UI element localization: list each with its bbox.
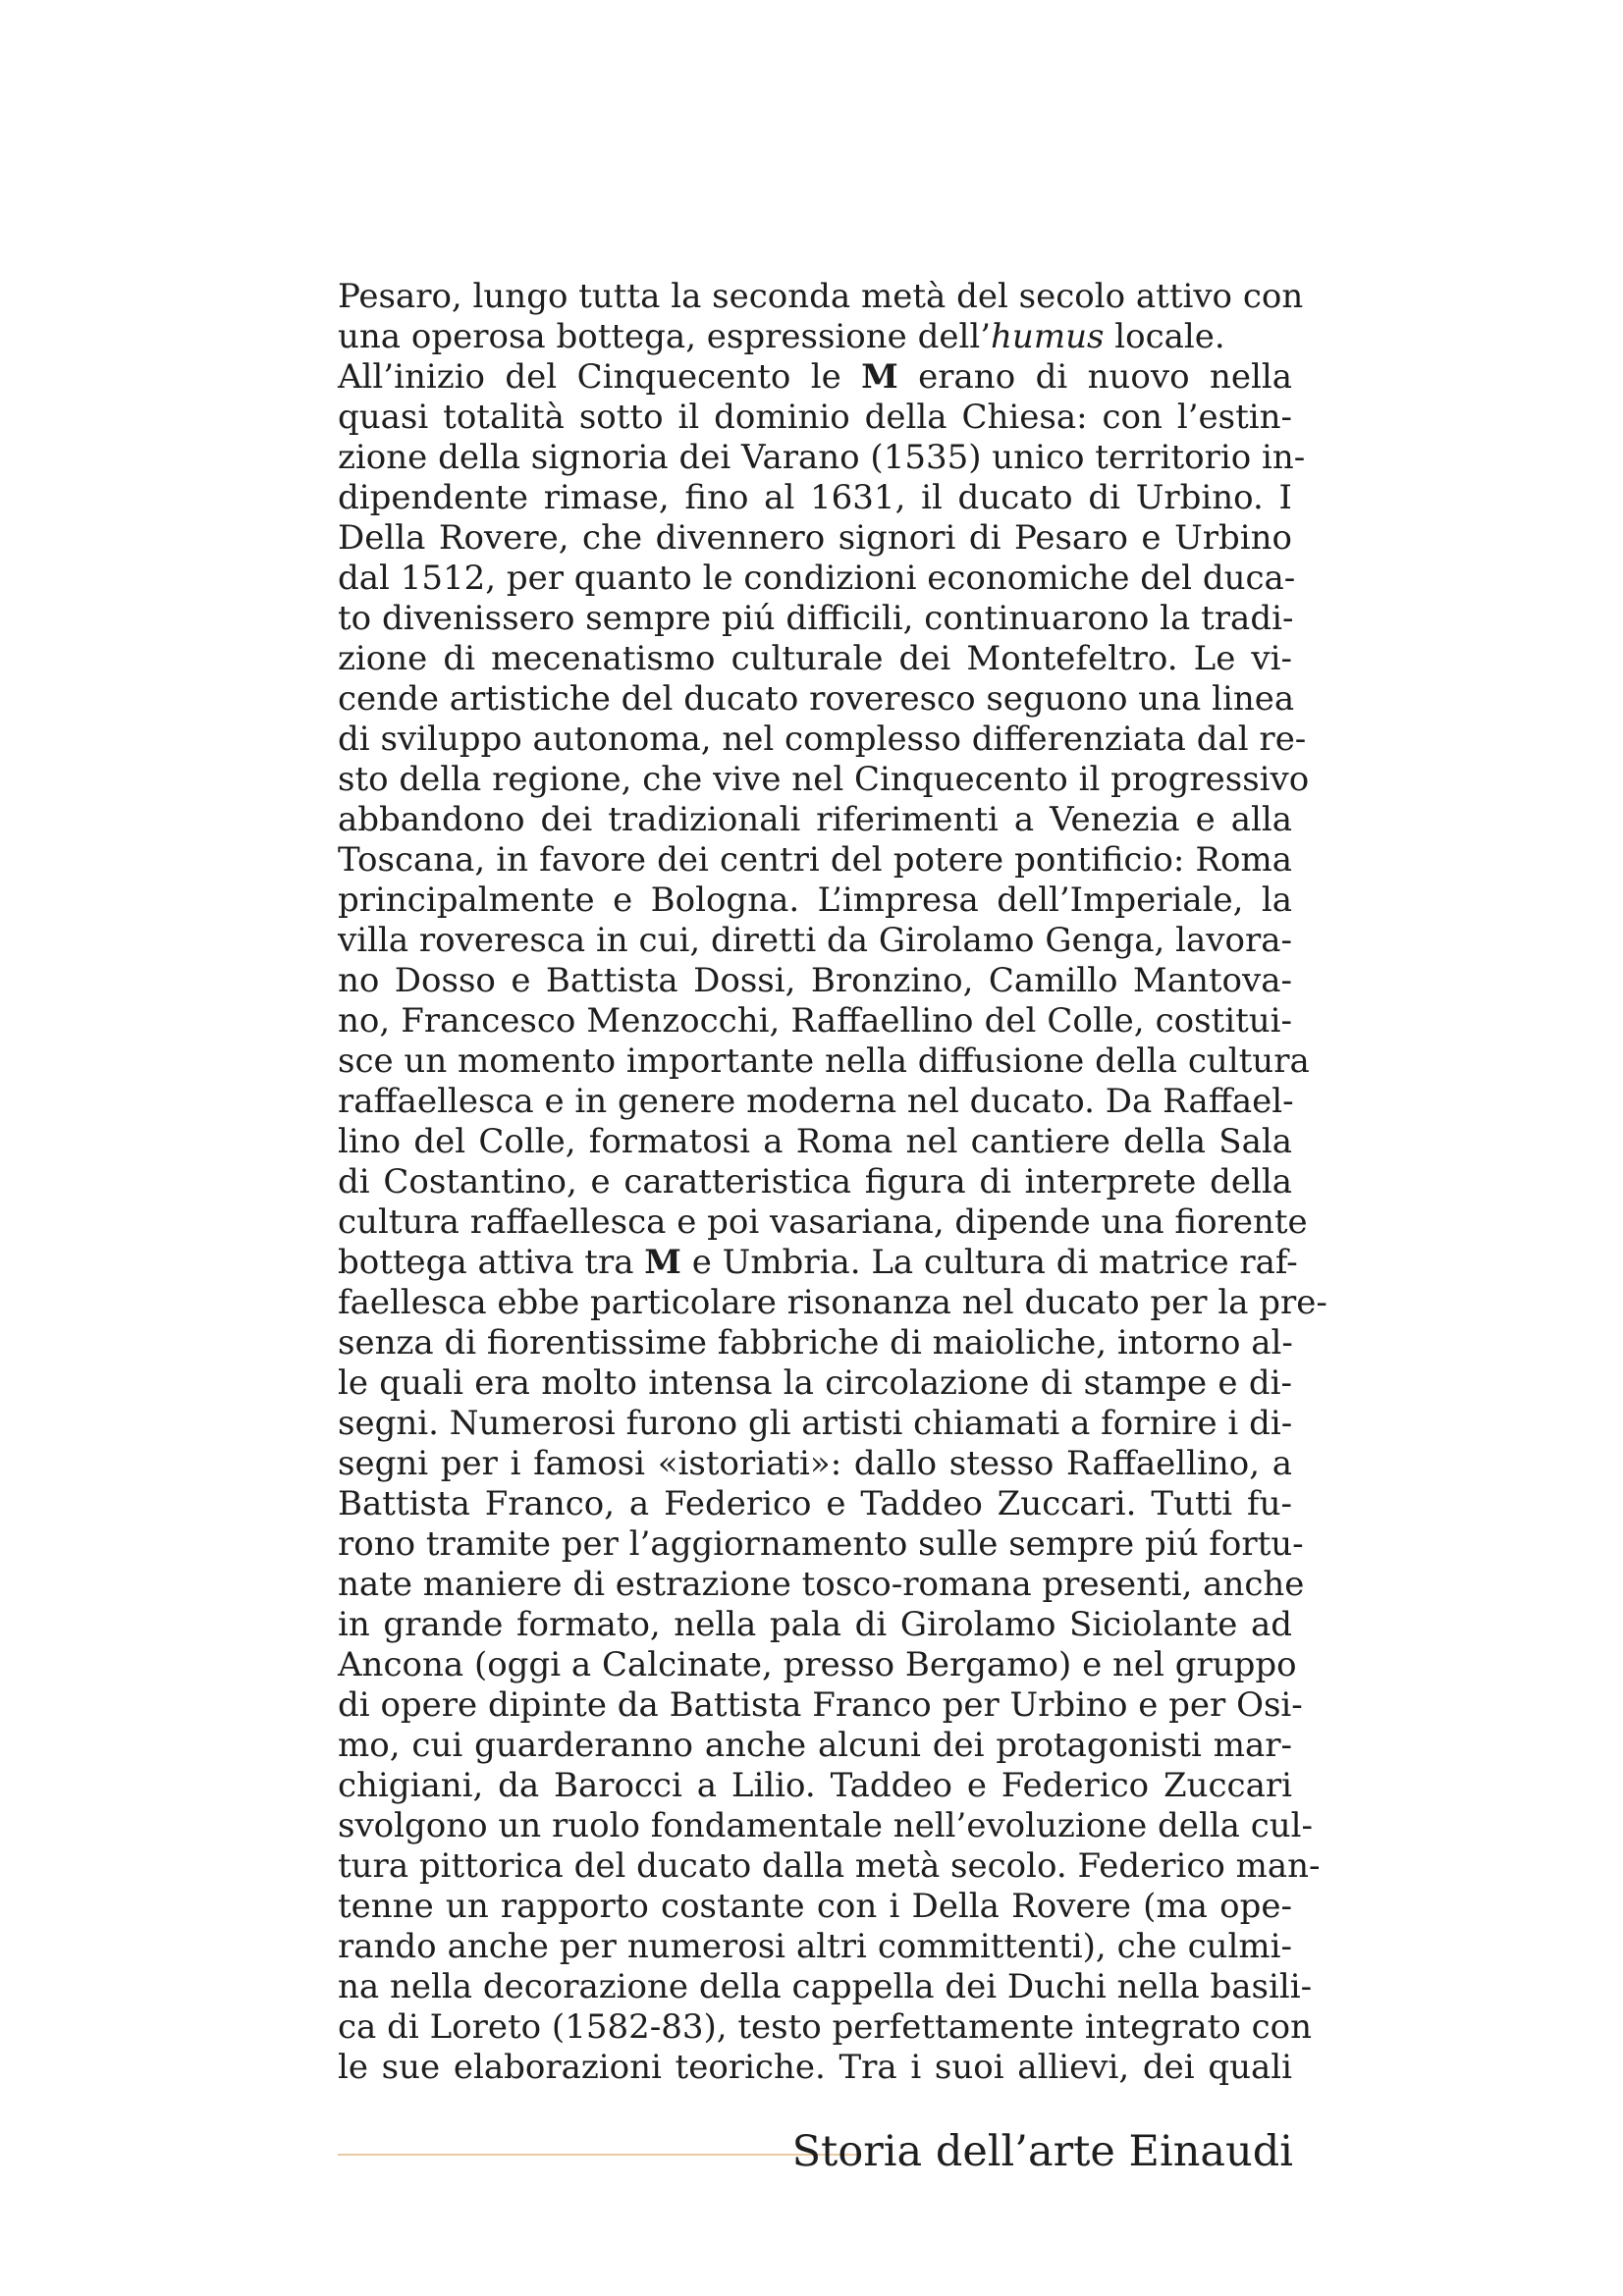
region-abbreviation: M xyxy=(644,1243,681,1282)
region-abbreviation: M xyxy=(861,357,898,397)
text-line-24: cultura raffaellesca e poi vasariana, dipende una fiorente xyxy=(338,1202,1308,1242)
text-line-33: nate maniere di estrazione tosco-romana presenti, anche xyxy=(338,1565,1305,1604)
text-line-20: sce un momento importante nella diffusione della cultura xyxy=(338,1041,1310,1081)
text-line-32: rono tramite per l’aggiornamento sulle sempre piú fortu- xyxy=(338,1524,1304,1564)
text-line-35: Ancona (oggi a Calcinate, presso Bergamo) e nel gruppo xyxy=(338,1645,1297,1684)
text-line-8: dal 1512, per quanto le condizioni economiche del duca- xyxy=(338,559,1296,598)
footer-title: Storia dell’arte Einaudi xyxy=(791,2127,1293,2176)
text-line-4: quasi totalità sotto il dominio della Chiesa: con l’estin- xyxy=(338,398,1292,437)
text-line-10: zione di mecenatismo culturale dei Montefeltro. Le vi- xyxy=(338,639,1292,678)
text-line-44: ca di Loreto (1582-83), testo perfettamente integrato con xyxy=(338,2007,1313,2047)
italic-term: humus xyxy=(991,317,1105,356)
text-line-29: segni. Numerosi furono gli artisti chiamati a fornire i di- xyxy=(338,1404,1293,1443)
text-segment: bottega attiva tra xyxy=(338,1243,645,1282)
text-line-21: raffaellesca e in genere moderna nel ducato. Da Raffael- xyxy=(338,1082,1294,1121)
text-line-5: zione della signoria dei Varano (1535) unico territorio in- xyxy=(338,438,1306,477)
text-line-2 xyxy=(338,317,1292,357)
text-line-9: to divenissero sempre piú difficili, continuarono la tradi- xyxy=(338,599,1294,638)
text-line-13: sto della regione, che vive nel Cinquecento il progressivo xyxy=(338,760,1310,799)
text-line-39: svolgono un ruolo fondamentale nell’evoluzione della cul- xyxy=(338,1806,1314,1845)
text-segment: una operosa bottega, espressione dell’ xyxy=(338,317,992,356)
text-line-19: no, Francesco Menzocchi, Raffaellino del Colle, costitui- xyxy=(338,1001,1292,1041)
text-line-43: na nella decorazione della cappella dei Duchi nella basili- xyxy=(338,1967,1313,2006)
text-segment: erano di nuovo nella xyxy=(897,357,1292,397)
text-line-42: rando anche per numerosi altri committenti), che culmi- xyxy=(338,1927,1292,1966)
text-line-28: le quali era molto intensa la circolazione di stampe e di- xyxy=(338,1363,1292,1403)
text-line-14: abbandono dei tradizionali riferimenti a Venezia e alla xyxy=(338,800,1292,839)
text-line-26: faellesca ebbe particolare risonanza nel ducato per la pre- xyxy=(338,1283,1327,1322)
text-line-11: cende artistiche del ducato roveresco seguono una linea xyxy=(338,679,1295,719)
text-line-7: Della Rovere, che divennero signori di Pesaro e Urbino xyxy=(338,518,1292,558)
text-line-18: no Dosso e Battista Dossi, Bronzino, Camillo Mantova- xyxy=(338,961,1292,1000)
text-line-36: di opere dipinte da Battista Franco per Urbino e per Osi- xyxy=(338,1685,1303,1725)
footer-divider xyxy=(338,2154,858,2156)
text-line-30: segni per i famosi «istoriati»: dallo stesso Raffaellino, a xyxy=(338,1444,1292,1483)
text-line-15: Toscana, in favore dei centri del potere pontificio: Roma xyxy=(338,840,1292,880)
body-text xyxy=(338,277,1327,2088)
text-line-41: tenne un rapporto costante con i Della Rovere (ma ope- xyxy=(338,1887,1292,1926)
text-line-23: di Costantino, e caratteristica figura di interprete della xyxy=(338,1162,1292,1201)
text-line-37: mo, cui guarderanno anche alcuni dei protagonisti mar- xyxy=(338,1726,1292,1765)
text-line-34: in grande formato, nella pala di Girolamo Siciolante ad xyxy=(338,1605,1292,1644)
text-line-12: di sviluppo autonoma, nel complesso differenziata dal re- xyxy=(338,720,1307,759)
text-line-6: dipendente rimase, fino al 1631, il ducato di Urbino. I xyxy=(338,478,1292,517)
text-line-3 xyxy=(338,357,1292,398)
text-line-22: lino del Colle, formatosi a Roma nel cantiere della Sala xyxy=(338,1122,1292,1161)
text-line-38: chigiani, da Barocci a Lilio. Taddeo e Federico Zuccari xyxy=(338,1766,1292,1805)
text-line-27: senza di fiorentissime fabbriche di maioliche, intorno al- xyxy=(338,1323,1293,1362)
text-segment: locale. xyxy=(1104,317,1225,356)
text-segment: All’inizio del Cinquecento le xyxy=(338,357,862,397)
text-line-45: le sue elaborazioni teoriche. Tra i suoi allievi, dei quali xyxy=(338,2048,1292,2087)
text-line-1: Pesaro, lungo tutta la seconda metà del secolo attivo con xyxy=(338,277,1304,316)
text-segment: e Umbria. La cultura di matrice raf- xyxy=(680,1243,1298,1282)
text-line-31: Battista Franco, a Federico e Taddeo Zuccari. Tutti fu- xyxy=(338,1484,1292,1523)
text-line-16: principalmente e Bologna. L’impresa dell’Imperiale, la xyxy=(338,881,1292,920)
text-line-17: villa roveresca in cui, diretti da Girolamo Genga, lavora- xyxy=(338,921,1292,960)
text-line-40: tura pittorica del ducato dalla metà secolo. Federico man- xyxy=(338,1846,1321,1886)
text-line-25 xyxy=(338,1243,1298,1283)
